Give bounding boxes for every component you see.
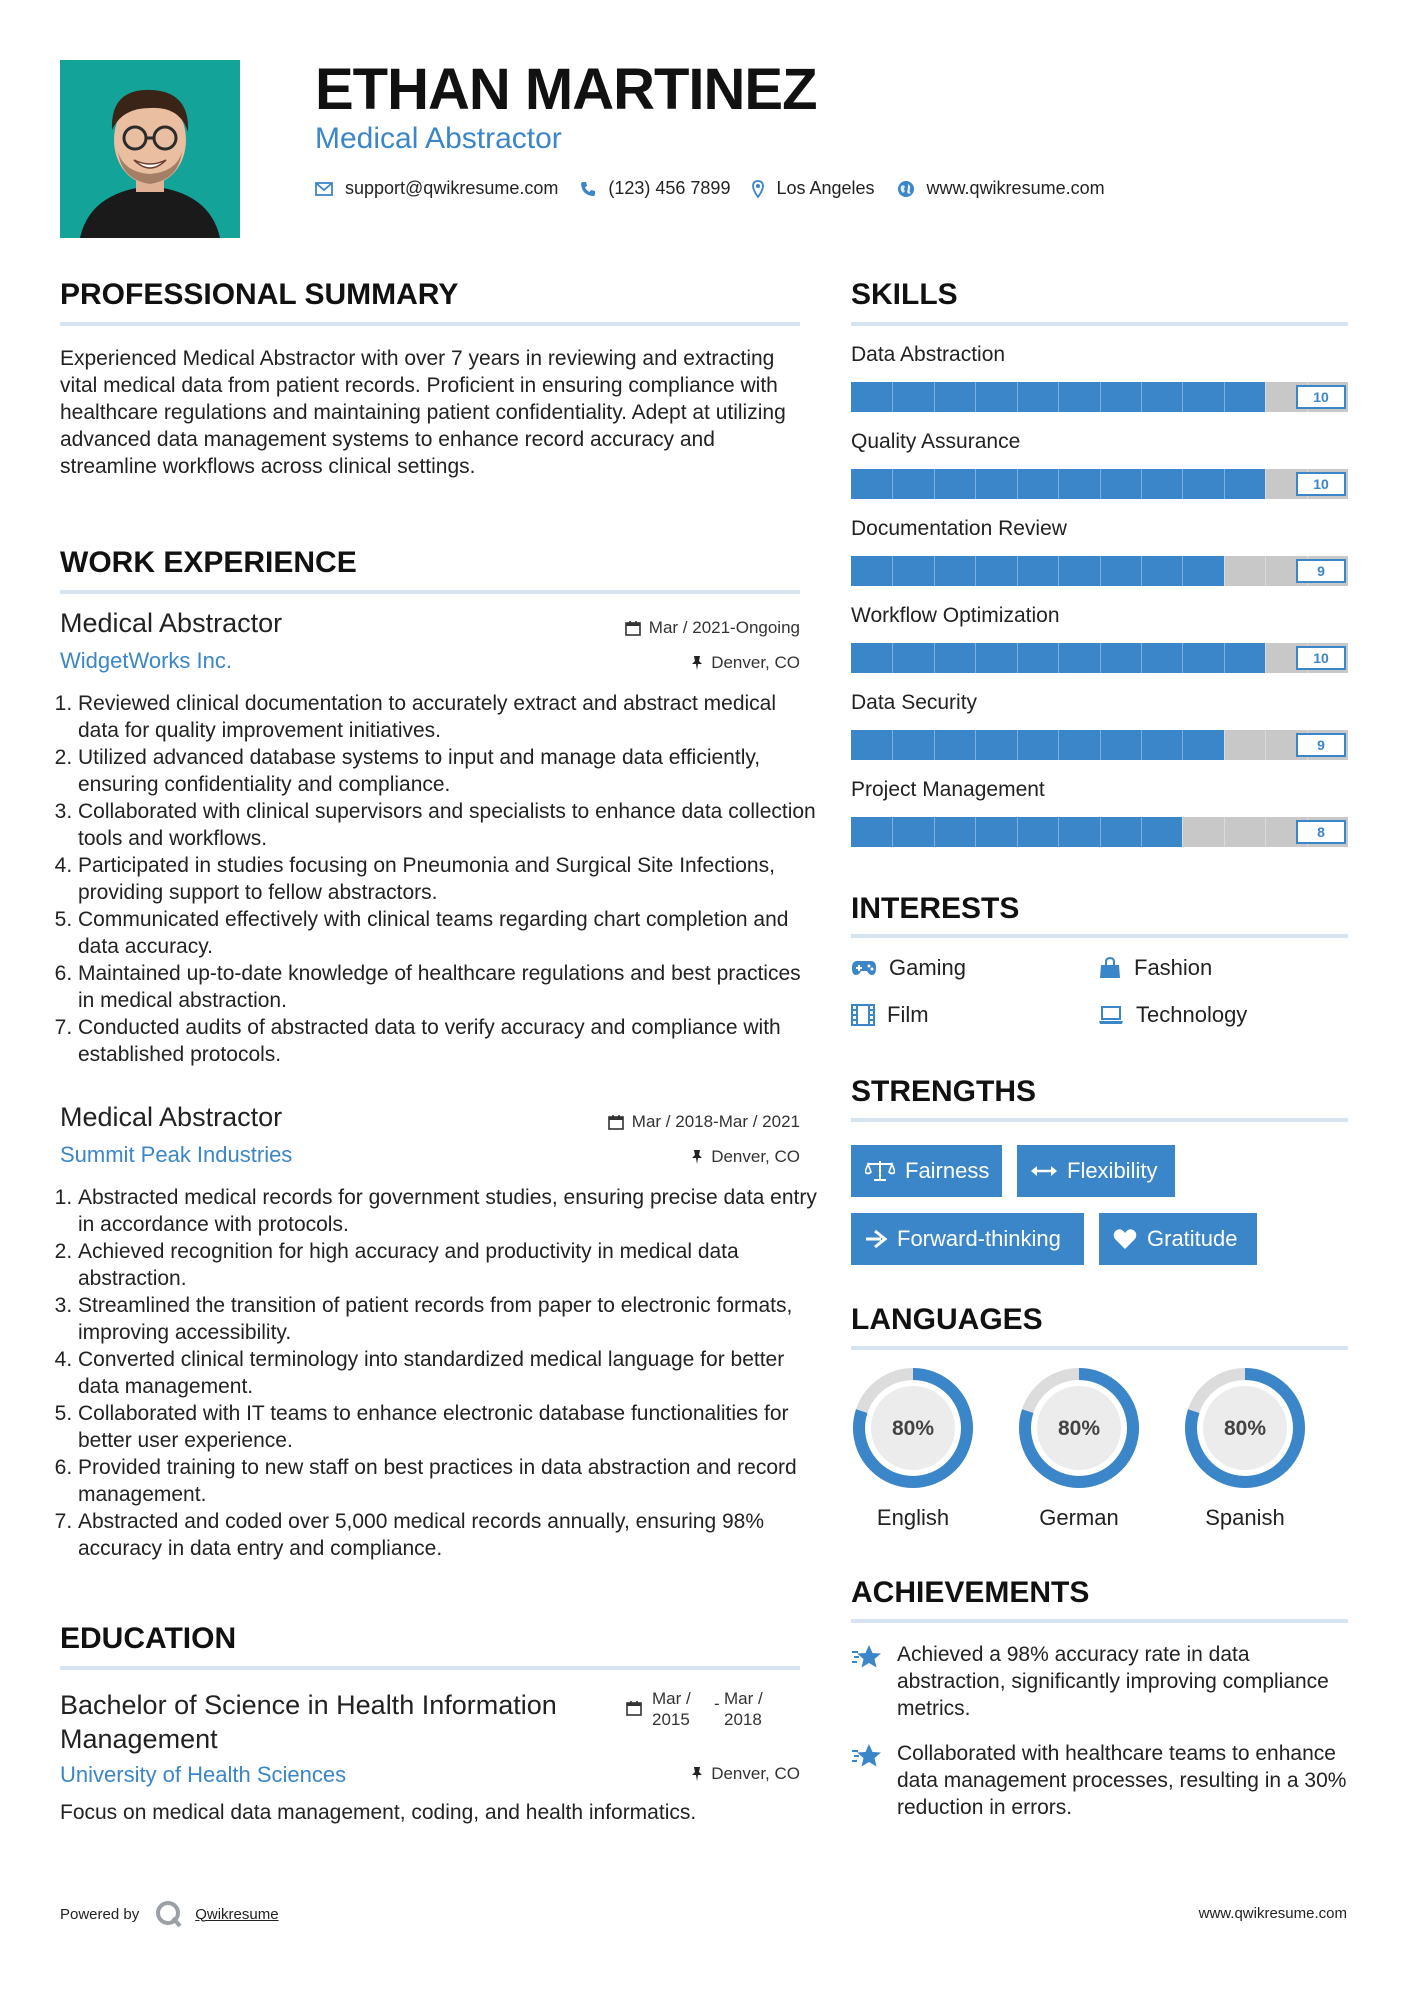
- interest-film: [851, 1002, 929, 1028]
- skill-bar-segment: [1224, 730, 1225, 760]
- company-name: WidgetWorks Inc.: [60, 648, 232, 673]
- contact-phone-text: (123) 456 7899: [608, 178, 731, 198]
- job-bullets: [60, 1184, 820, 1562]
- phone-icon: [580, 181, 596, 197]
- avatar: [60, 60, 240, 238]
- profile-photo: [60, 60, 240, 238]
- footer-url[interactable]: www.qwikresume.com: [1198, 1905, 1347, 1922]
- skill-bar-segment: [892, 643, 893, 673]
- skill-bar-segment: [1058, 469, 1059, 499]
- powered-by: [60, 1900, 279, 1928]
- star-badge-icon: [851, 1643, 883, 1671]
- skill-bar-track: [851, 817, 1348, 847]
- skill-bar-segment: [934, 469, 935, 499]
- achievement-text: Achieved a 98% accuracy rate in data abstraction, significantly improving compliance metrics.: [897, 1643, 1329, 1720]
- skill-bar-segment: [892, 730, 893, 760]
- skill-row: [851, 517, 1348, 579]
- interests-divider: [851, 934, 1348, 938]
- languages-heading: LANGUAGES: [851, 1303, 1043, 1336]
- language-percent: 80%: [1057, 1417, 1101, 1440]
- education-divider: [60, 1666, 800, 1670]
- arrows-horizontal-icon: [1031, 1164, 1057, 1178]
- skill-bar-segment: [1141, 556, 1142, 586]
- language-percent: 80%: [891, 1417, 935, 1440]
- contact-location: [752, 178, 874, 199]
- skill-bar-segment: [1100, 469, 1101, 499]
- language-item: [1017, 1366, 1141, 1531]
- skill-bar-segment: [1100, 382, 1101, 412]
- candidate-name: ETHAN MARTINEZ: [315, 57, 817, 122]
- skill-bar-segment: [934, 643, 935, 673]
- globe-icon: [897, 180, 915, 198]
- strength-flexibility: [1017, 1145, 1175, 1197]
- list-item: 2. Achieved recognition for high accuracy and productivity in medical data abstraction.: [78, 1238, 820, 1292]
- education-heading: EDUCATION: [60, 1622, 237, 1655]
- skill-bar-segment: [892, 469, 893, 499]
- skill-bar-segment: [1141, 469, 1142, 499]
- interest-technology: [1098, 1002, 1247, 1028]
- languages-list: [851, 1366, 1348, 1536]
- shopping-bag-icon: [1098, 957, 1122, 979]
- laptop-icon: [1098, 1005, 1124, 1025]
- pushpin-icon: [691, 1149, 703, 1165]
- education-date-dash: -: [714, 1694, 720, 1713]
- list-item: 7. Conducted audits of abstracted data to verify accuracy and compliance with established protocols.: [78, 1014, 820, 1068]
- star-badge-icon: [851, 1742, 883, 1770]
- skill-bar-segment: [1182, 382, 1183, 412]
- language-item: [1183, 1366, 1307, 1531]
- arrow-right-icon: [865, 1229, 887, 1249]
- skill-bar-segment: [1265, 730, 1266, 760]
- skill-name: Quality Assurance: [851, 430, 1021, 453]
- skill-bar-segment: [1017, 643, 1018, 673]
- skill-bar-track: [851, 556, 1348, 586]
- skill-bar-fill: [851, 556, 1224, 586]
- contact-email-text: support@qwikresume.com: [345, 178, 559, 198]
- skill-score-badge: 8: [1296, 820, 1346, 844]
- school-name: University of Health Sciences: [60, 1762, 347, 1787]
- strength-forward-thinking: [851, 1213, 1084, 1265]
- skill-bar-fill: [851, 730, 1224, 760]
- achievements-heading: ACHIEVEMENTS: [851, 1576, 1090, 1609]
- skill-bar-segment: [1182, 730, 1183, 760]
- powered-by-label: Powered by: [60, 1905, 140, 1923]
- pushpin-icon: [691, 1766, 703, 1782]
- interest-label: Fashion: [1134, 955, 1213, 980]
- skill-bar-segment: [934, 556, 935, 586]
- strengths-heading: STRENGTHS: [851, 1075, 1037, 1108]
- skill-name: Workflow Optimization: [851, 604, 1060, 627]
- skill-bar-segment: [975, 643, 976, 673]
- interest-fashion: [1098, 955, 1212, 981]
- calendar-icon: [608, 1114, 624, 1130]
- list-item: 1. Reviewed clinical documentation to accurately extract and abstract medical data for quality improvement initiatives.: [78, 690, 820, 744]
- job-location: [500, 1147, 800, 1167]
- skill-bar-segment: [1141, 817, 1142, 847]
- skill-row: [851, 691, 1348, 753]
- skill-bar-segment: [892, 556, 893, 586]
- strength-fairness: [851, 1145, 1002, 1197]
- skill-bar-segment: [1100, 643, 1101, 673]
- skill-name: Data Abstraction: [851, 343, 1006, 366]
- skill-name: Documentation Review: [851, 517, 1067, 540]
- job-location-text: Denver, CO: [711, 653, 800, 672]
- education-location-text: Denver, CO: [711, 1764, 800, 1783]
- candidate-role: Medical Abstractor: [315, 122, 562, 155]
- language-item: [851, 1366, 975, 1531]
- list-item: 5. Collaborated with IT teams to enhance electronic database functionalities for better user experience.: [78, 1400, 820, 1454]
- calendar-icon: [626, 1700, 642, 1716]
- achievements-divider: [851, 1619, 1348, 1623]
- skill-row: [851, 430, 1348, 492]
- list-item: 4. Participated in studies focusing on Pneumonia and Surgical Site Infections, providing support to fellow abstractors.: [78, 852, 820, 906]
- envelope-icon: [315, 182, 333, 196]
- calendar-icon: [625, 620, 641, 636]
- skill-bar-segment: [1224, 382, 1225, 412]
- skill-bar-segment: [1224, 556, 1225, 586]
- skill-bar-track: [851, 643, 1348, 673]
- job-dates: [500, 1112, 800, 1132]
- job-location: [500, 653, 800, 673]
- skill-bar-segment: [1058, 730, 1059, 760]
- skill-score-badge: 10: [1296, 385, 1346, 409]
- job-location-text: Denver, CO: [711, 1147, 800, 1166]
- skill-bar-segment: [1058, 643, 1059, 673]
- summary-divider: [60, 322, 800, 326]
- skill-bar-track: [851, 730, 1348, 760]
- contact-website[interactable]: [897, 178, 1105, 199]
- skill-bar-segment: [1182, 556, 1183, 586]
- skill-bar-segment: [1224, 643, 1225, 673]
- contact-phone[interactable]: [580, 178, 730, 199]
- skill-bar-segment: [1017, 817, 1018, 847]
- job-bullets: [60, 690, 820, 1068]
- skill-bar-segment: [975, 817, 976, 847]
- skill-bar-segment: [1058, 382, 1059, 412]
- language-donut: [1183, 1366, 1307, 1490]
- job-dates: [500, 618, 800, 638]
- skill-name: Project Management: [851, 778, 1045, 801]
- company-name: Summit Peak Industries: [60, 1142, 293, 1167]
- balance-scale-icon: [865, 1160, 895, 1182]
- skill-bar-segment: [1265, 469, 1266, 499]
- list-item: 1. Abstracted medical records for government studies, ensuring precise data entry in accordance with protocols.: [78, 1184, 820, 1238]
- job-title: Medical Abstractor: [60, 1102, 283, 1132]
- skill-bar-segment: [975, 469, 976, 499]
- skill-bar-segment: [1017, 730, 1018, 760]
- list-item: 4. Converted clinical terminology into standardized medical language for better data management.: [78, 1346, 820, 1400]
- language-name: English: [876, 1505, 950, 1530]
- skill-bar-segment: [1182, 643, 1183, 673]
- skill-row: [851, 343, 1348, 405]
- skill-row: [851, 604, 1348, 666]
- list-item: 5. Communicated effectively with clinical teams regarding chart completion and data accuracy.: [78, 906, 820, 960]
- list-item: 3. Streamlined the transition of patient records from paper to electronic formats, improving accessibility.: [78, 1292, 820, 1346]
- strength-label: Gratitude: [1147, 1226, 1238, 1251]
- language-name: German: [1039, 1505, 1119, 1530]
- skill-bar-track: [851, 382, 1348, 412]
- languages-divider: [851, 1346, 1348, 1350]
- contact-location-text: Los Angeles: [776, 178, 875, 198]
- skill-bar-segment: [934, 730, 935, 760]
- skill-score-badge: 10: [1296, 646, 1346, 670]
- list-item: 6. Maintained up-to-date knowledge of healthcare regulations and best practices in medical abstraction.: [78, 960, 820, 1014]
- language-percent: 80%: [1223, 1417, 1267, 1440]
- list-item: 6. Provided training to new staff on best practices in data abstraction and record management.: [78, 1454, 820, 1508]
- language-donut: [851, 1366, 975, 1490]
- experience-divider: [60, 590, 800, 594]
- skill-bar-segment: [892, 817, 893, 847]
- achievement-item: [851, 1641, 1348, 1722]
- experience-heading: WORK EXPERIENCE: [60, 546, 357, 579]
- skill-bar-segment: [1265, 643, 1266, 673]
- skill-bar-segment: [1224, 469, 1225, 499]
- list-item: 7. Abstracted and coded over 5,000 medical records annually, ensuring 98% accuracy in data entry and compliance.: [78, 1508, 820, 1562]
- interest-label: Technology: [1136, 1002, 1248, 1027]
- skill-bar-segment: [1100, 730, 1101, 760]
- skill-name: Data Security: [851, 691, 978, 714]
- contact-website-text: www.qwikresume.com: [926, 178, 1105, 198]
- skill-bar-segment: [975, 556, 976, 586]
- skill-bar-segment: [975, 382, 976, 412]
- skill-bar-segment: [892, 382, 893, 412]
- qwikresume-logo-icon: [155, 1900, 183, 1928]
- skill-bar-segment: [1058, 556, 1059, 586]
- strength-label: Forward-thinking: [897, 1226, 1061, 1251]
- education-dates: [626, 1688, 802, 1728]
- skill-score-badge: 10: [1296, 472, 1346, 496]
- skill-score-badge: 9: [1296, 559, 1346, 583]
- summary-text: Experienced Medical Abstractor with over 7 years in reviewing and extracting vital medical data from patient records. Proficient in ensuring compliance with healthcare regulations and maintaining patient confidentiality. Adept at utilizing advanced data management systems to enhance record accuracy and streamline workflows across clinical settings.: [60, 347, 786, 478]
- skill-bar-track: [851, 469, 1348, 499]
- skill-bar-segment: [1224, 817, 1225, 847]
- list-item: 3. Collaborated with clinical supervisors and specialists to enhance data collection tools and workflows.: [78, 798, 820, 852]
- skill-bar-segment: [975, 730, 976, 760]
- qwikresume-link[interactable]: Qwikresume: [195, 1905, 279, 1923]
- skill-bar-segment: [1100, 556, 1101, 586]
- language-donut: [1017, 1366, 1141, 1490]
- skill-bar-segment: [1100, 817, 1101, 847]
- list-item: 2. Utilized advanced database systems to input and manage data efficiently, ensuring confidentiality and compliance.: [78, 744, 820, 798]
- skills-divider: [851, 322, 1348, 326]
- interest-label: Gaming: [889, 955, 967, 980]
- strength-label: Flexibility: [1067, 1158, 1158, 1183]
- skill-bar-segment: [1265, 817, 1266, 847]
- education-description: Focus on medical data management, coding, and health informatics.: [60, 1801, 697, 1824]
- education-location: [500, 1764, 800, 1784]
- skill-bar-segment: [1141, 730, 1142, 760]
- strength-gratitude: [1099, 1213, 1257, 1265]
- map-pin-icon: [752, 180, 764, 198]
- contact-bar: [315, 178, 1127, 199]
- skills-heading: SKILLS: [851, 278, 958, 311]
- skill-row: [851, 778, 1348, 840]
- skill-bar-segment: [1182, 817, 1183, 847]
- skill-bar-segment: [1017, 469, 1018, 499]
- job-dates-text: Mar / 2021-Ongoing: [648, 618, 800, 637]
- skill-score-badge: 9: [1296, 733, 1346, 757]
- skill-bar-segment: [1265, 382, 1266, 412]
- job-dates-text: Mar / 2018-Mar / 2021: [631, 1112, 800, 1131]
- achievement-text: Collaborated with healthcare teams to enhance data management processes, resulting in a 30% reduction in errors.: [897, 1742, 1347, 1819]
- strength-label: Fairness: [905, 1158, 990, 1183]
- job-title: Medical Abstractor: [60, 608, 283, 638]
- interests-heading: INTERESTS: [851, 892, 1020, 925]
- achievement-item: [851, 1740, 1348, 1821]
- skill-bar-segment: [934, 382, 935, 412]
- skill-bar-segment: [1265, 556, 1266, 586]
- pushpin-icon: [691, 655, 703, 671]
- film-icon: [851, 1004, 875, 1026]
- degree-title: Bachelor of Science in Health Information Management: [60, 1690, 557, 1754]
- skill-bar-segment: [934, 817, 935, 847]
- interest-label: Film: [887, 1002, 929, 1027]
- interest-gaming: [851, 955, 966, 981]
- skill-bar-segment: [1182, 469, 1183, 499]
- language-name: Spanish: [1205, 1505, 1285, 1530]
- skill-bar-segment: [1058, 817, 1059, 847]
- education-start: Mar / 2015: [652, 1689, 691, 1729]
- skill-bar-segment: [1017, 556, 1018, 586]
- summary-heading: PROFESSIONAL SUMMARY: [60, 278, 459, 311]
- education-end: Mar / 2018: [724, 1689, 763, 1729]
- skill-bar-segment: [1141, 382, 1142, 412]
- skill-bar-segment: [1017, 382, 1018, 412]
- gamepad-icon: [851, 959, 877, 977]
- contact-email[interactable]: [315, 178, 558, 199]
- heart-icon: [1113, 1228, 1137, 1250]
- skill-bar-segment: [1141, 643, 1142, 673]
- strengths-divider: [851, 1118, 1348, 1122]
